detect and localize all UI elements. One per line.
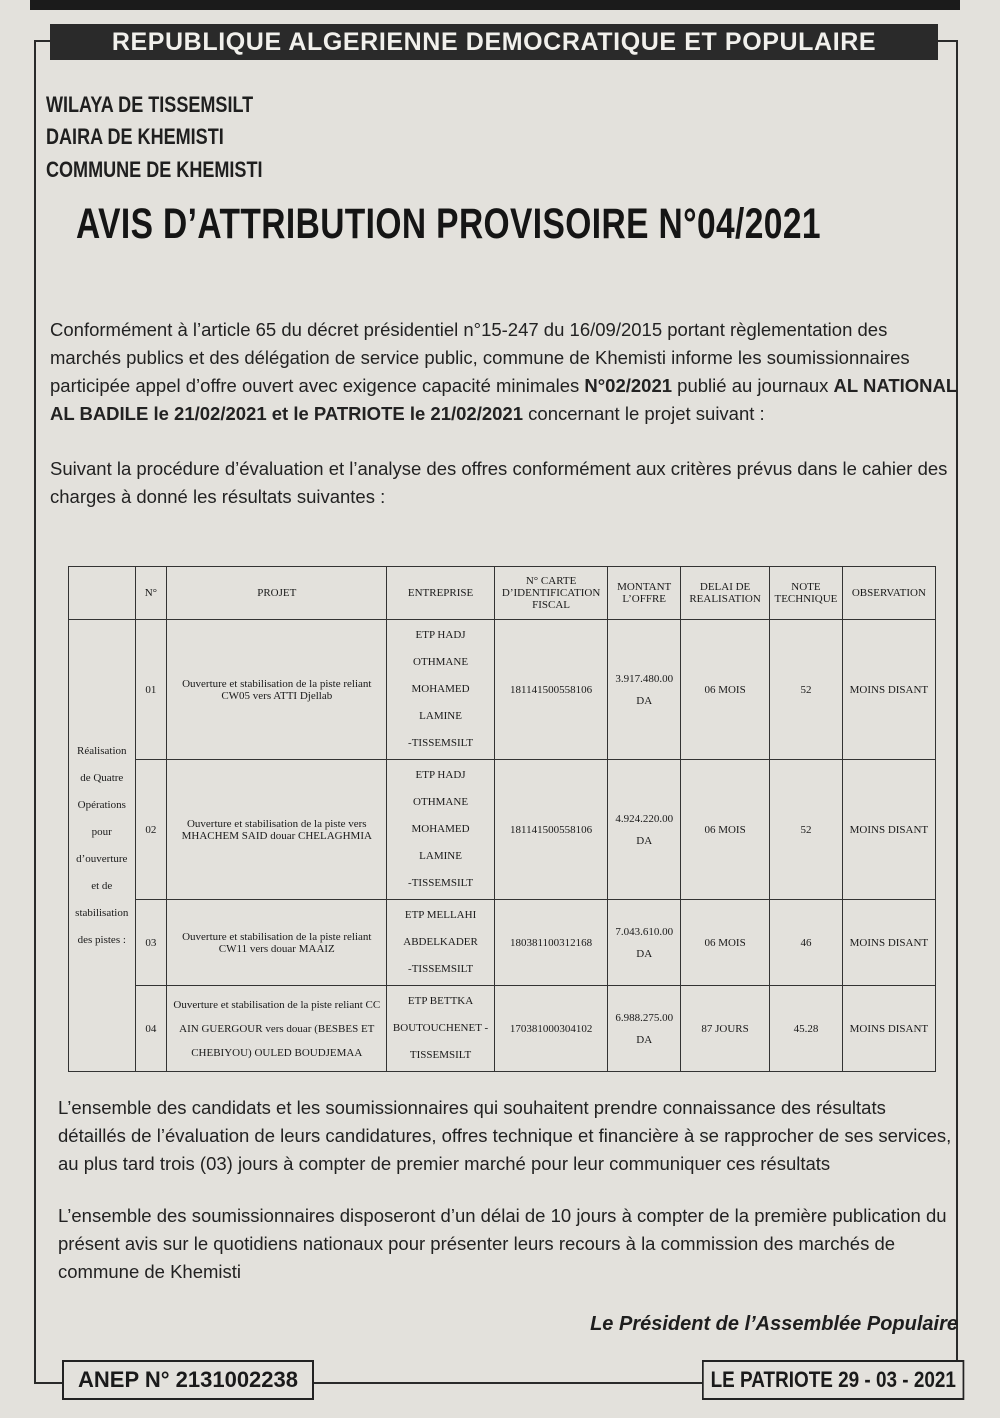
row-observation: MOINS DISANT <box>842 760 935 900</box>
results-table <box>68 566 936 1072</box>
header-num: N° <box>135 567 167 620</box>
intro-text-b: publié au journaux <box>672 375 834 396</box>
group-label: Réalisation de Quatre Opérations pour d’ouverture et de stabilisation des pistes : <box>69 620 136 1072</box>
row-delai: 06 MOIS <box>681 900 770 986</box>
row-montant: 7.043.610.00 DA <box>608 900 681 986</box>
procedure-paragraph: Suivant la procédure d’évaluation et l’analyse des offres conformément aux critères prévus dans le cahier des charges à donné les résultats suivantes : <box>50 458 948 507</box>
table-row <box>69 620 936 760</box>
entreprise-line: ETP HADJ <box>415 769 466 781</box>
row-observation: MOINS DISANT <box>842 986 935 1072</box>
entreprise-line: OTHMANE <box>413 796 469 808</box>
wilaya-label: WILAYA DE TISSEMSILT <box>46 92 254 117</box>
row-num: 02 <box>135 760 167 900</box>
row-num: 03 <box>135 900 167 986</box>
row-projet: Ouverture et stabilisation de la piste vers MHACHEM SAID douar CHELAGHMIA <box>167 760 387 900</box>
row-entreprise <box>387 620 494 760</box>
tender-reference: N°02/2021 <box>584 375 673 396</box>
row-nif: 180381100312168 <box>494 900 608 986</box>
table-header-row <box>69 567 936 620</box>
row-projet: Ouverture et stabilisation de la piste reliant CW05 vers ATTI Djellab <box>167 620 387 760</box>
entreprise-line: -TISSEMSILT <box>408 963 474 975</box>
notice-title: AVIS D’ATTRIBUTION PROVISOIRE N°04/2021 <box>76 200 821 248</box>
daira-label: DAIRA DE KHEMISTI <box>46 124 224 149</box>
newspapers-reference: AL NATIONAL AL BADILE le 21/02/2021 et le PATRIOTE le 21/02/2021 <box>50 375 957 424</box>
entreprise-line: BOUTOUCHENET - <box>392 1022 489 1034</box>
intro-text-c: concernant le projet suivant : <box>523 403 765 424</box>
entreprise-line: ETP MELLAHI <box>404 909 477 921</box>
row-nif: 181141500558106 <box>494 620 608 760</box>
entreprise-line: -TISSEMSILT <box>408 877 474 889</box>
entreprise-line: OTHMANE <box>413 656 469 668</box>
row-montant: 3.917.480.00 DA <box>608 620 681 760</box>
appeal-paragraph: L’ensemble des soumissionnaires disposeront d’un délai de 10 jours à compter de la première publication du présent avis sur le quotidiens nationaux pour présenter leurs recours à la commission des marchés de commune de Khemisti <box>58 1205 947 1282</box>
page-top-rule <box>30 0 960 10</box>
entreprise-line: -TISSEMSILT <box>408 737 474 749</box>
header-observation: OBSERVATION <box>842 567 935 620</box>
row-observation: MOINS DISANT <box>842 620 935 760</box>
row-num: 01 <box>135 620 167 760</box>
header-group-blank <box>69 567 136 620</box>
row-delai: 06 MOIS <box>681 760 770 900</box>
row-note: 45.28 <box>770 986 843 1072</box>
entreprise-line: LAMINE <box>419 850 462 862</box>
entreprise-line: ETP HADJ <box>415 629 466 641</box>
row-delai: 06 MOIS <box>681 620 770 760</box>
row-projet: Ouverture et stabilisation de la piste reliant CC AIN GUERGOUR vers douar (BESBES ET CHEBIYOU) OULED BOUDJEMAA <box>167 986 387 1072</box>
row-note: 52 <box>770 760 843 900</box>
row-nif: 181141500558106 <box>494 760 608 900</box>
header-montant: MONTANT L’OFFRE <box>608 567 681 620</box>
table-row <box>69 900 936 986</box>
row-entreprise <box>387 900 494 986</box>
commune-label: COMMUNE DE KHEMISTI <box>46 157 263 182</box>
header-nif: N° CARTE D’IDENTIFICATION FISCAL <box>494 567 608 620</box>
results-access-paragraph: L’ensemble des candidats et les soumissionnaires qui souhaitent prendre connaissance des résultats détaillés de l’évaluation de leurs candidatures, offres technique et financière à se rapprocher de ses services, au plus tard trois (03) jours à compter de premier marché pour leur communiquer ces résultats <box>58 1097 952 1174</box>
header-entreprise: ENTREPRISE <box>387 567 494 620</box>
row-montant: 6.988.275.00 DA <box>608 986 681 1072</box>
entreprise-line: TISSEMSILT <box>409 1049 472 1061</box>
row-note: 52 <box>770 620 843 760</box>
anep-reference: ANEP N° 2131002238 <box>62 1360 314 1400</box>
intro-text-a: Conformément à l’article 65 du décret présidentiel n°15-247 du 16/09/2015 portant règlementation des marchés publics et des délégation de service public, commune de Khemisti informe les soumissionnaires participée appel d’offre ouvert avec exigence capacité minimales <box>50 319 910 396</box>
entreprise-line: LAMINE <box>419 710 462 722</box>
signature: Le Président de l’Assemblée Populaire <box>590 1313 958 1335</box>
row-entreprise <box>387 760 494 900</box>
row-delai: 87 JOURS <box>681 986 770 1072</box>
intro-paragraph <box>50 316 960 428</box>
journal-date: LE PATRIOTE 29 - 03 - 2021 <box>702 1360 965 1400</box>
header-projet: PROJET <box>167 567 387 620</box>
header-note: NOTE TECHNIQUE <box>770 567 843 620</box>
row-num: 04 <box>135 986 167 1072</box>
table-row <box>69 986 936 1072</box>
entreprise-line: ABDELKADER <box>403 936 478 948</box>
row-projet: Ouverture et stabilisation de la piste reliant CW11 vers douar MAAIZ <box>167 900 387 986</box>
table-row <box>69 760 936 900</box>
row-note: 46 <box>770 900 843 986</box>
entreprise-line: MOHAMED <box>411 683 470 695</box>
republic-banner: REPUBLIQUE ALGERIENNE DEMOCRATIQUE ET POPULAIRE <box>50 24 938 60</box>
row-observation: MOINS DISANT <box>842 900 935 986</box>
row-entreprise <box>387 986 494 1072</box>
row-montant: 4.924.220.00 DA <box>608 760 681 900</box>
entreprise-line: MOHAMED <box>411 823 470 835</box>
row-nif: 170381000304102 <box>494 986 608 1072</box>
header-delai: DELAI DE REALISATION <box>681 567 770 620</box>
entreprise-line: ETP BETTKA <box>407 995 474 1007</box>
